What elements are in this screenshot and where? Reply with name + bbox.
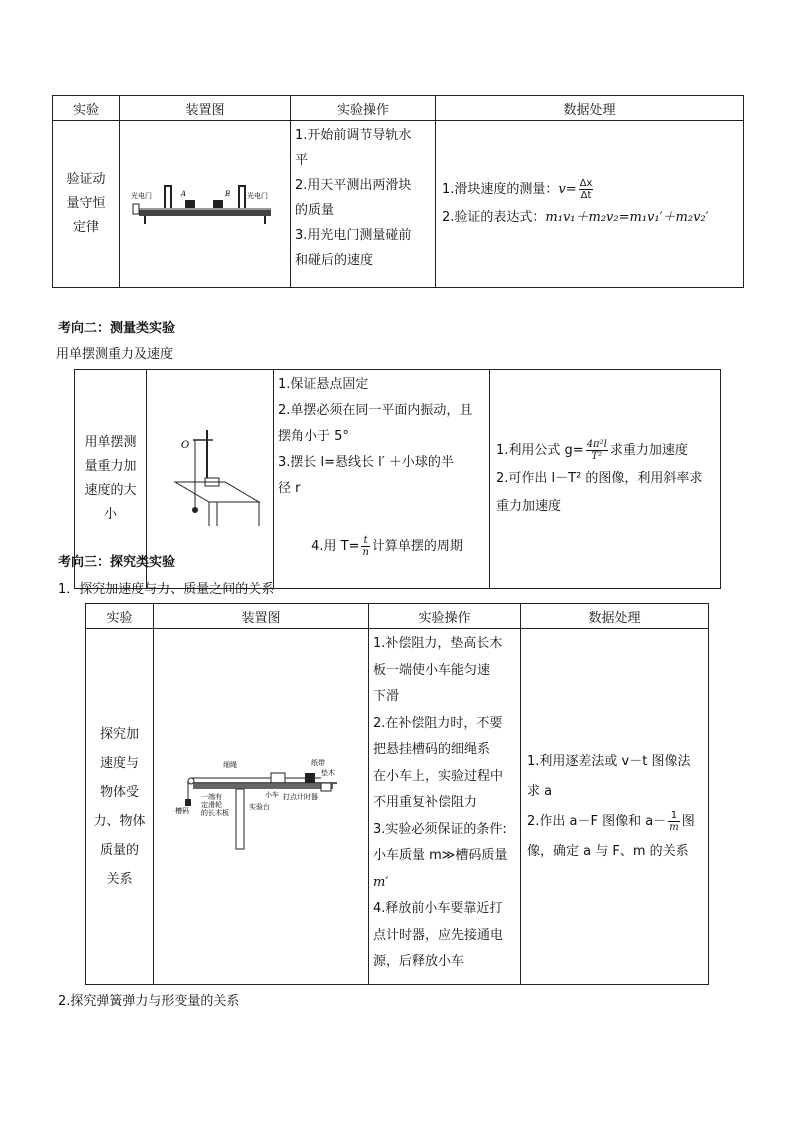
gate-left-label: 光电门 [131, 192, 152, 200]
cart-diagram-cell [154, 629, 369, 985]
board-label-1: 一端有 [201, 792, 222, 801]
board-label-3: 的长木板 [201, 808, 229, 817]
air-track-diagram [125, 172, 285, 232]
header-experiment: 实验 [86, 604, 154, 629]
data-processing: 1.利用逐差法或 v－t 图像法 求 a 2.作出 a－F 图像和 a－ $\frac{1}{m}$ 图 像，确定 a 与 F、m 的关系 [521, 629, 709, 985]
table-label: 实验台 [249, 802, 270, 811]
timer-label: 打点计时器 [283, 792, 318, 801]
experiment-name: 探究加 速度与 物体受 力、物体 质量的 关系 [86, 629, 154, 985]
header-operation: 实验操作 [369, 604, 521, 629]
slider-a-label: A [181, 190, 187, 198]
experiment-name: 用单摆测 量重力加 速度的大 小 [75, 370, 147, 589]
header-operation: 实验操作 [291, 96, 436, 121]
period-formula: 4.用 T= $\frac{t}{n}$ 计算单摆的周期 [311, 535, 463, 558]
point-o-label: O [181, 440, 190, 451]
board-label-2: 定滑轮 [201, 800, 222, 809]
tape-label: 纸带 [311, 758, 325, 767]
header-data: 数据处理 [436, 96, 744, 121]
data-processing [436, 121, 744, 288]
table-acceleration [85, 603, 709, 985]
operations-list: 1.保证悬点固定 2.单摆必须在同一平面内振动，且 摆角小于 5° 3.摆长 l=悬线长 l′ ＋小球的半 径 r 4.用 T= $\frac{t}{n}$ 计算单摆的周期 [274, 370, 490, 589]
cart-apparatus-diagram [171, 755, 351, 855]
delta-fraction: $\frac{\Delta x}{\Delta t}$ [579, 178, 593, 201]
velocity-formula: 1.滑块速度的测量：v= $\frac{\Delta x}{\Delta t}$ [442, 178, 593, 201]
section-3-subtitle: 1．探究加速度与力、质量之间的关系 [58, 582, 275, 597]
data-processing: 1.利用公式 g= $\frac{\text{4π²l}}{\text{T²}}$ 求重力加速度 2.可作出 l－T² 的图像，利用斜率求 重力加速度 [490, 370, 721, 589]
section-3-heading: 考向三：探究类实验 [58, 555, 176, 570]
air-track-diagram-cell [120, 121, 291, 288]
rope-label: 细绳 [223, 760, 237, 769]
weights-label: 槽码 [175, 806, 189, 815]
header-diagram: 装置图 [154, 604, 369, 629]
graph-instruction: 2.作出 a－F 图像和 a－ $\frac{1}{m}$ 图 [527, 809, 695, 833]
section-2-heading: 考向二：测量类实验 [58, 321, 176, 336]
footer-line: 2.探究弹簧弹力与形变量的关系 [58, 994, 240, 1009]
pendulum-diagram [155, 422, 265, 532]
table-momentum-conservation [52, 95, 744, 288]
cart-label: 小车 [265, 790, 279, 799]
experiment-name: 验证动 量守恒 定律 [53, 121, 120, 288]
header-experiment: 实验 [53, 96, 120, 121]
block-label: 垫木 [321, 768, 335, 777]
section-2-subtitle: 用单摆测重力及速度 [56, 347, 174, 362]
header-data: 数据处理 [521, 604, 709, 629]
operations-list: 1.开始前调节导轨水 平 2.用天平测出两滑块 的质量 3.用光电门测量碰前 和碰后的速度 [291, 121, 436, 288]
operations-list: 1.补偿阻力，垫高长木 板一端使小车能匀速 下滑 2.在补偿阻力时，不要 把悬挂槽码的细绳系 在小车上，实验过程中 不用重复补偿阻力 3.实验必须保证的条件: 小车质量 m≫槽码质量 m′ 4.释放前小车要靠近打 点计时器，应先接通电 源，后释放小车 [369, 629, 521, 985]
header-diagram: 装置图 [120, 96, 291, 121]
slider-b-label: B [225, 190, 231, 198]
gate-right-label: 光电门 [247, 192, 268, 200]
conservation-expression: 2.验证的表达式：m₁v₁＋m₂v₂=m₁v₁′＋m₂v₂′ [442, 210, 709, 225]
gravity-formula: 1.利用公式 g= $\frac{\text{4π²l}}{\text{T²}}$ 求重力加速度 [496, 439, 688, 462]
